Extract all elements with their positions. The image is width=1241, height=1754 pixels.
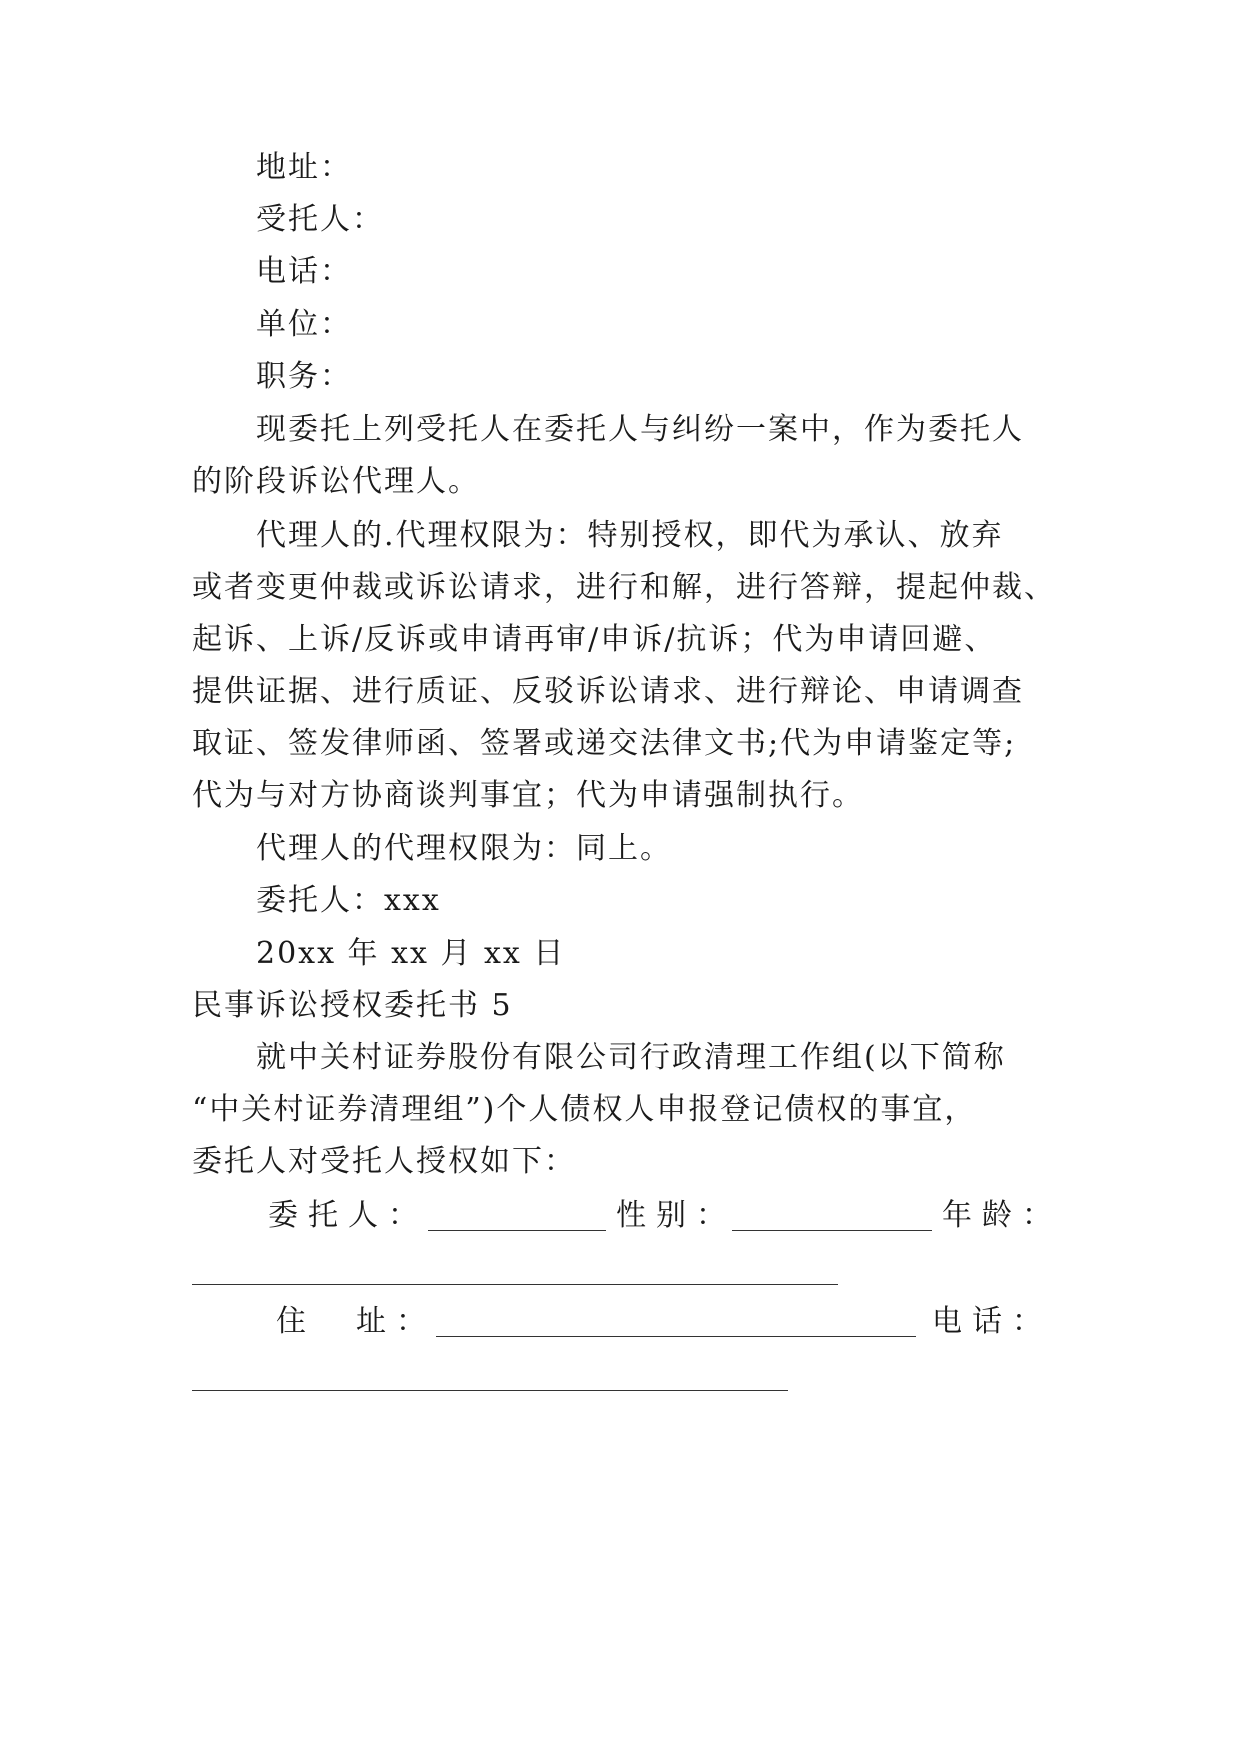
client-blank[interactable] [428,1230,606,1231]
phone-label: 电话： [256,254,352,289]
client-label: 委托人： [268,1198,428,1233]
section-5-intro-line-1: 就中关村证券股份有限公司行政清理工作组(以下简称 [256,1040,1006,1075]
section-5-intro-line-2: “中关村证券清理组”)个人债权人申报登记债权的事宜， [192,1092,977,1127]
paragraph-3: 代理人的代理权限为：同上。 [256,831,672,866]
unit-label: 单位： [256,307,352,342]
phone-field-label: 电话： [932,1304,1052,1339]
client-signature: 委托人：xxx [256,883,441,918]
paragraph-2-line-1: 代理人的.代理权限为：特别授权，即代为承认、放弃 [256,518,1004,553]
paragraph-1-line-1: 现委托上列受托人在委托人与纠纷一案中，作为委托人 [256,412,1024,447]
paragraph-2-line-2: 或者变更仲裁或诉讼请求，进行和解，进行答辩，提起仲裁、 [192,570,1056,605]
gender-label: 性别： [616,1198,736,1233]
age-blank[interactable] [192,1284,838,1285]
date-line: 20xx 年 xx 月 xx 日 [256,936,566,971]
age-label: 年龄： [942,1198,1062,1233]
paragraph-2-line-4: 提供证据、进行质证、反驳诉讼请求、进行辩论、申请调查 [192,674,1024,709]
address-label: 地址： [256,150,352,185]
paragraph-2-line-6: 代为与对方协商谈判事宜；代为申请强制执行。 [192,778,864,813]
trustee-label: 受托人： [256,202,384,237]
residence-label: 住 址： [276,1304,436,1339]
section-5-heading: 民事诉讼授权委托书 5 [192,988,513,1023]
residence-blank[interactable] [436,1336,916,1337]
position-label: 职务： [256,359,352,394]
section-5-intro-line-3: 委托人对受托人授权如下： [192,1144,576,1179]
phone-blank[interactable] [192,1390,788,1391]
paragraph-2-line-5: 取证、签发律师函、签署或递交法律文书;代为申请鉴定等; [192,726,1017,761]
paragraph-2-line-3: 起诉、上诉/反诉或申请再审/申诉/抗诉；代为申请回避、 [192,622,997,657]
gender-blank[interactable] [732,1230,932,1231]
paragraph-1-line-2: 的阶段诉讼代理人。 [192,464,480,499]
